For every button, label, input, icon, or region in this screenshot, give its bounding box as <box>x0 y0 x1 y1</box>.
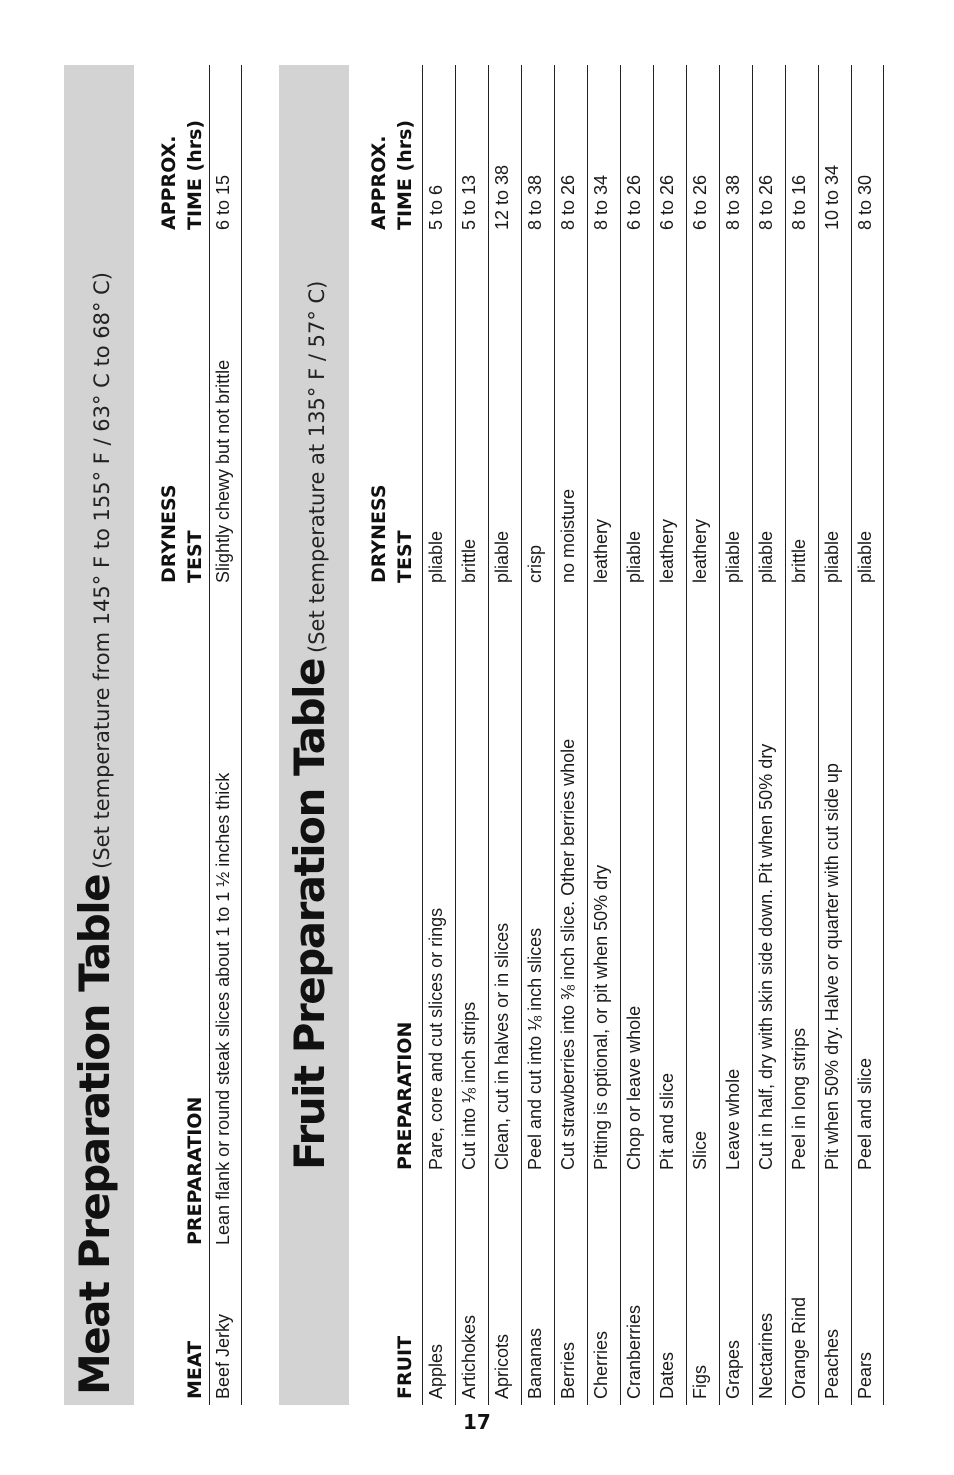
fruit-header-dryness: DRYNESS TEST <box>368 484 416 583</box>
fruit-dryness: pliable <box>756 530 776 583</box>
fruit-item: Apples <box>426 1343 446 1399</box>
table-row <box>455 65 488 1405</box>
fruit-item: Cranberries <box>624 1304 644 1399</box>
fruit-preparation: Leave whole <box>723 1068 743 1170</box>
fruit-item: Orange Rind <box>789 1296 809 1399</box>
fruit-time: 12 to 38 <box>492 164 512 230</box>
table-row <box>752 65 785 1405</box>
table-row <box>851 65 884 1405</box>
table-row <box>488 65 521 1405</box>
fruit-item: Figs <box>690 1364 710 1399</box>
fruit-item: Bananas <box>525 1327 545 1399</box>
fruit-dryness: pliable <box>855 530 875 583</box>
fruit-preparation: Peel and cut into ⅛ inch slices <box>525 927 545 1170</box>
fruit-item: Pears <box>855 1351 875 1399</box>
fruit-time: 8 to 34 <box>591 174 611 230</box>
table-row <box>209 65 242 1405</box>
fruit-item: Peaches <box>822 1328 842 1399</box>
landscape-content <box>64 65 891 1405</box>
meat-header-item: MEAT <box>184 1340 206 1399</box>
fruit-preparation: Clean, cut in halves or in slices <box>492 922 512 1170</box>
meat-title-text: Meat Preparation Table <box>70 874 119 1395</box>
meat-header-preparation: PREPARATION <box>184 1096 206 1245</box>
fruit-title-text: Fruit Preparation Table <box>285 658 334 1170</box>
meat-header-dryness: DRYNESS TEST <box>158 484 206 583</box>
fruit-time: 8 to 26 <box>558 174 578 230</box>
table-row <box>521 65 554 1405</box>
fruit-dryness: leathery <box>690 518 710 583</box>
fruit-time: 10 to 34 <box>822 164 842 230</box>
fruit-preparation: Pit and slice <box>657 1072 677 1170</box>
fruit-time: 5 to 13 <box>459 174 479 230</box>
meat-dryness: Slightly chewy but not brittle <box>213 359 233 583</box>
fruit-item: Dates <box>657 1351 677 1399</box>
fruit-header-item: FRUIT <box>394 1335 416 1399</box>
fruit-dryness: pliable <box>723 530 743 583</box>
fruit-time: 8 to 16 <box>789 174 809 230</box>
fruit-preparation: Peel in long strips <box>789 1027 809 1170</box>
fruit-dryness: leathery <box>657 518 677 583</box>
fruit-preparation: Pare, core and cut slices or rings <box>426 907 446 1170</box>
fruit-dryness: brittle <box>789 538 809 583</box>
fruit-item: Grapes <box>723 1339 743 1399</box>
fruit-subtitle: (Set temperature at 135° F / 57° C) <box>305 280 329 653</box>
fruit-time: 8 to 30 <box>855 174 875 230</box>
fruit-dryness: brittle <box>459 538 479 583</box>
table-row <box>422 65 455 1405</box>
fruit-dryness: pliable <box>426 530 446 583</box>
fruit-dryness: pliable <box>822 530 842 583</box>
table-row <box>620 65 653 1405</box>
fruit-item: Berries <box>558 1341 578 1399</box>
table-row <box>686 65 719 1405</box>
meat-subtitle: (Set temperature from 145° F to 155° F / 63° C to 68° C) <box>90 272 114 869</box>
fruit-preparation: Cut into ⅛ inch strips <box>459 1001 479 1170</box>
fruit-preparation: Cut in half, dry with skin side down. Pit when 50% dry <box>756 743 776 1170</box>
page-number: 17 <box>463 1410 491 1434</box>
fruit-time: 8 to 26 <box>756 174 776 230</box>
rotated-page-content <box>64 65 891 1405</box>
fruit-preparation: Pit when 50% dry. Halve or quarter with cut side up <box>822 763 842 1170</box>
meat-header-time: APPROX. TIME (hrs) <box>158 119 206 230</box>
fruit-dryness: pliable <box>492 530 512 583</box>
fruit-dryness: leathery <box>591 518 611 583</box>
meat-item: Beef Jerky <box>213 1313 233 1399</box>
fruit-item: Artichokes <box>459 1314 479 1399</box>
fruit-time: 8 to 38 <box>525 174 545 230</box>
fruit-header-time: APPROX. TIME (hrs) <box>368 119 416 230</box>
fruit-time: 6 to 26 <box>657 174 677 230</box>
fruit-preparation: Chop or leave whole <box>624 1005 644 1170</box>
fruit-item: Apricots <box>492 1333 512 1399</box>
fruit-title <box>285 281 334 1170</box>
fruit-time: 8 to 38 <box>723 174 743 230</box>
table-row <box>785 65 818 1405</box>
fruit-preparation: Peel and slice <box>855 1057 875 1170</box>
fruit-preparation: Pitting is optional, or pit when 50% dry <box>591 864 611 1170</box>
fruit-preparation: Cut strawberries into ⅜ inch slice. Other berries whole <box>558 738 578 1170</box>
table-row <box>653 65 686 1405</box>
table-row <box>554 65 587 1405</box>
table-row <box>719 65 752 1405</box>
fruit-dryness: crisp <box>525 544 545 583</box>
fruit-item: Cherries <box>591 1330 611 1399</box>
table-row <box>818 65 851 1405</box>
fruit-preparation: Slice <box>690 1130 710 1170</box>
fruit-dryness: pliable <box>624 530 644 583</box>
fruit-dryness: no moisture <box>558 488 578 583</box>
fruit-time: 5 to 6 <box>426 184 446 230</box>
fruit-header-preparation: PREPARATION <box>394 1021 416 1170</box>
fruit-time: 6 to 26 <box>624 174 644 230</box>
fruit-item: Nectarines <box>756 1312 776 1399</box>
meat-time: 6 to 15 <box>213 174 233 230</box>
table-row <box>587 65 620 1405</box>
meat-preparation: Lean flank or round steak slices about 1 to 1 ½ inches thick <box>213 772 233 1245</box>
fruit-time: 6 to 26 <box>690 174 710 230</box>
meat-title <box>70 272 119 1395</box>
